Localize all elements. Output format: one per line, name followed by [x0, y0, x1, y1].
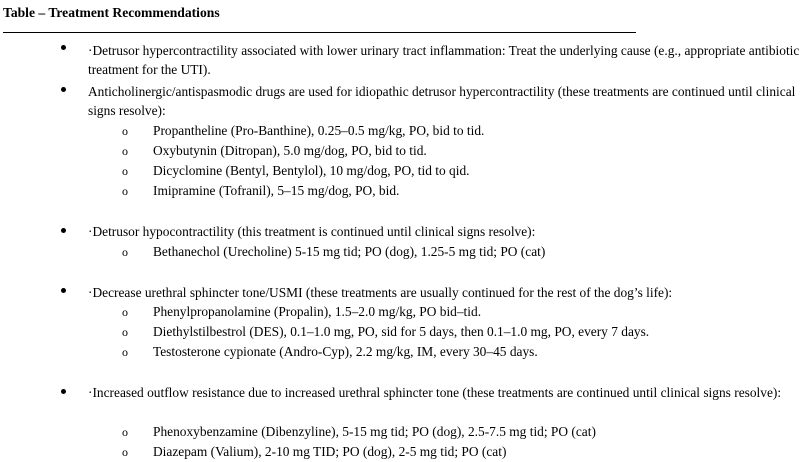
section-text: Anticholinergic/antispasmodic drugs are used for idiopathic detrusor hypercontractility (these treatments are continued until clinical signs resolve):: [88, 84, 796, 118]
list-item: Diazepam (Valium), 2-10 mg TID; PO (dog), 2-5 mg tid; PO (cat): [153, 444, 507, 459]
list-item: Bethanechol (Urecholine) 5-15 mg tid; PO (dog), 1.25-5 mg tid; PO (cat): [153, 244, 546, 259]
bullet-icon: [61, 45, 69, 53]
section-text: ·Detrusor hypocontractility (this treatment is continued until clinical signs resolve):: [88, 224, 536, 239]
list-item: Phenoxybenzamine (Dibenzyline), 5-15 mg tid; PO (dog), 2.5-7.5 mg tid; PO (cat): [153, 424, 596, 439]
list-item: Propantheline (Pro-Banthine), 0.25–0.5 mg/kg, PO, bid to tid.: [153, 123, 485, 138]
list-item: Oxybutynin (Ditropan), 5.0 mg/dog, PO, bid to tid.: [153, 143, 427, 158]
list-item: Imipramine (Tofranil), 5–15 mg/dog, PO, bid.: [153, 183, 400, 198]
sub-bullet-icon: o: [122, 445, 128, 459]
sub-bullet-icon: o: [122, 425, 128, 439]
list-item: Phenylpropanolamine (Propalin), 1.5–2.0 mg/kg, PO bid–tid.: [153, 304, 482, 319]
page-title: Table – Treatment Recommendations: [3, 5, 220, 20]
sub-bullet-icon: o: [122, 144, 128, 158]
section-text: ·Detrusor hypercontractility associated with lower urinary tract inflammation: Treat the underlying cause (e.g., appropriate antibiotic treatment for the UTI).: [88, 43, 800, 77]
sub-bullet-icon: o: [122, 305, 128, 319]
bullet-icon: [61, 87, 69, 95]
list-item: Testosterone cypionate (Andro-Cyp), 2.2 mg/kg, IM, every 30–45 days.: [153, 344, 538, 359]
section-text: ·Decrease urethral sphincter tone/USMI (these treatments are usually continued for the rest of the dog’s life):: [88, 285, 673, 300]
bullet-icon: [61, 288, 69, 296]
sub-bullet-icon: o: [122, 325, 128, 339]
sub-bullet-icon: o: [122, 245, 128, 259]
list-item: Diethylstilbestrol (DES), 0.1–1.0 mg, PO, sid for 5 days, then 0.1–1.0 mg, PO, every 7 days.: [153, 324, 650, 339]
bullet-icon: [61, 228, 69, 236]
section-text: ·Increased outflow resistance due to increased urethral sphincter tone (these treatments are continued until clinical signs resolve):: [88, 385, 782, 400]
sub-bullet-icon: o: [122, 164, 128, 178]
sub-bullet-icon: o: [122, 124, 128, 138]
sub-bullet-icon: o: [122, 345, 128, 359]
title-underline: [3, 32, 636, 33]
sub-bullet-icon: o: [122, 184, 128, 198]
list-item: Dicyclomine (Bentyl, Bentylol), 10 mg/dog, PO, tid to qid.: [153, 163, 470, 178]
bullet-icon: [61, 389, 69, 397]
